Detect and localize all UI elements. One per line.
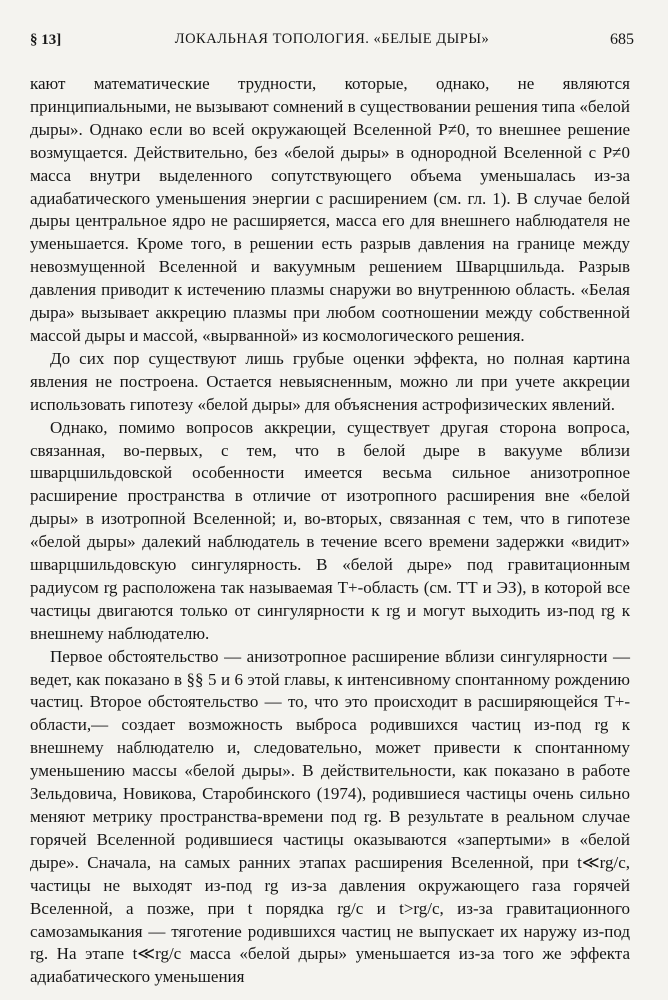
paragraph-4: Первое обстоятельство — анизотропное расширение вблизи сингулярности — ведет, как показано в §§ 5 и 6 этой главы, к интенсивному спонтанному рождению частиц. Второе обстоятельство — то, что это происходит в расширяющейся T+-области,— создает возможность выброса родившихся частиц из-под rg к внешнему наблюдателю и, следовательно, может привести к спонтанному уменьшению массы «белой дыры». В действительности, как показано в работе Зельдовича, Новикова, Старобинского (1974), родившиеся частицы очень сильно меняют метрику пространства-времени под rg. В результате в реальном случае горячей Вселенной родившиеся частицы оказываются «запертыми» в «белой дыре». Сначала, на самых ранних этапах расширения Вселенной, при t≪rg/c, частицы не выходят из-под rg из-за давления окружающего газа горячей Вселенной, а позже, при t порядка rg/c и t>rg/c, из-за гравитационного самозамыкания — тяготение родившихся частиц не выпускает их наружу из-под rg. На этапе t≪rg/c масса «белой дыры» уменьшается из-за того же эффекта адиабатического уменьшения bbox=[30, 646, 630, 987]
paragraph-1: кают математические трудности, которые, однако, не являются принципиальными, не вызывают сомнений в существовании решения типа «белой дыры». Однако если во всей окружающей Вселенной P≠0, то внешнее решение возмущается. Действительно, без «белой дыры» в однородной Вселенной с P≠0 масса внутри выделенного сопутствующего объема уменьшалась из-за адиабатического уменьшения энергии с расширением (см. гл. 1). В случае белой дыры центральное ядро не расширяется, масса его для внешнего наблюдателя не уменьшается. Кроме того, в решении есть разрыв давления на границе между невозмущенной Вселенной и вакуумным решением Шварцшильда. Разрыв давления приводит к истечению плазмы снаружи во внутреннюю область. «Белая дыра» вызывает аккрецию плазмы при любом соотношении между собственной массой дыры и массой, «вырванной» из космологического решения. bbox=[30, 74, 630, 345]
page-number: 685 bbox=[610, 31, 634, 48]
paragraph-2: До сих пор существуют лишь грубые оценки эффекта, но полная картина явления не построена. Остается невыясненным, можно ли при учете аккреции использовать гипотезу «белой дыры» для объяснения астрофизических явлений. bbox=[30, 348, 630, 414]
running-header bbox=[30, 30, 634, 54]
running-title: ЛОКАЛЬНАЯ ТОПОЛОГИЯ. «БЕЛЫЕ ДЫРЫ» bbox=[174, 31, 490, 47]
section-marker: § 13] bbox=[30, 32, 62, 48]
paragraph-3: Однако, помимо вопросов аккреции, существует другая сторона вопроса, связанная, во-первых, с тем, что в белой дыре в вакууме вблизи шварцшильдовской особенности имеется весьма сильное анизотропное расширение пространства в отличие от изотропного расширения вне «белой дыры» в изотропной Вселенной; и, во-вторых, связанная с тем, что в гипотезе «белой дыры» далекий наблюдатель в течение всего времени задержки «видит» шварцшильдовскую сингулярность. В «белой дыре» под гравитационным радиусом rg расположена так называемая T+-область (см. ТТ и ЭЗ), в которой все частицы двигаются только от сингулярности к rg и могут выходить из-под rg к внешнему наблюдателю. bbox=[30, 417, 630, 643]
page-body bbox=[30, 73, 630, 989]
